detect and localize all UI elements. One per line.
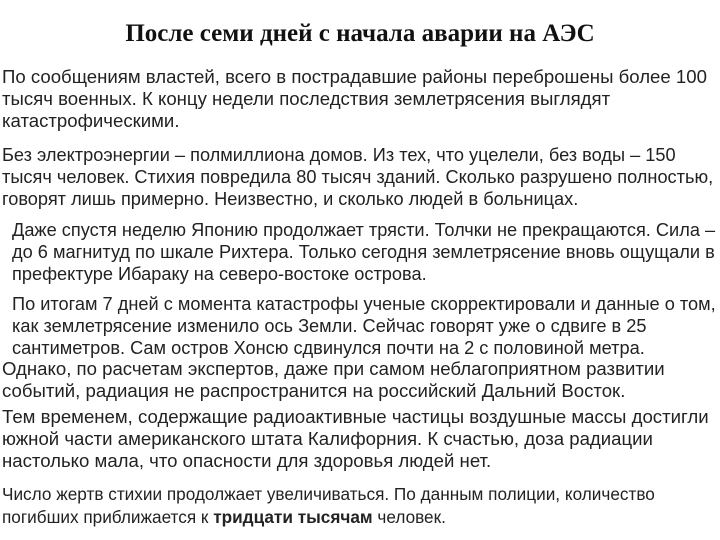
text-line: говорят лишь примерно. Неизвестно, и сколько людей в больницах.: [2, 189, 579, 209]
text-segment: человек.: [372, 507, 446, 527]
text-line: По сообщениям властей, всего в пострадавшие районы переброшены более 100: [2, 66, 707, 87]
paragraph-damage: [2, 144, 713, 210]
text-line: По итогам 7 дней с момента катастрофы ученые скорректировали и данные о том,: [12, 294, 716, 314]
paragraph-radiation-russia: [2, 358, 665, 402]
text-line: до 6 магнитуд по шкале Рихтера. Только сегодня землетрясение вновь ощущали в: [12, 242, 715, 262]
paragraph-military: [2, 66, 707, 132]
text-line: сантиметров. Сам остров Хонсю сдвинулся почти на 2 с половиной метра.: [12, 338, 645, 358]
text-line: тысяч военных. К концу недели последствия землетрясения выглядят: [2, 88, 611, 109]
text-line: Без электроэнергии – полмиллиона домов. Из тех, что уцелели, без воды – 150: [2, 145, 676, 165]
emphasis-casualty-count: тридцати тысячам: [213, 507, 373, 527]
text-line: [2, 506, 655, 529]
text-line: тысяч человек. Стихия повредила 80 тысяч зданий. Сколько разрушено полностью,: [2, 167, 714, 187]
paragraph-casualties: [2, 483, 655, 529]
paragraph-aftershocks: [12, 219, 715, 285]
text-line: как землетрясение изменило ось Земли. Сейчас говорят уже о сдвиге в 25: [12, 316, 647, 336]
text-line: префектуре Ибараку на северо-востоке острова.: [12, 264, 427, 284]
paragraph-earth-axis: [12, 293, 716, 359]
text-line: Число жертв стихии продолжает увеличиваться. По данным полиции, количество: [2, 484, 655, 504]
text-line: катастрофическими.: [2, 110, 180, 131]
text-line: южной части американского штата Калифорния. К счастью, доза радиации: [2, 428, 653, 449]
text-line: событий, радиация не распространится на российский Дальний Восток.: [2, 380, 626, 401]
text-line: Тем временем, содержащие радиоактивные частицы воздушные массы достигли: [2, 406, 709, 427]
text-line: Даже спустя неделю Японию продолжает трясти. Толчки не прекращаются. Сила –: [12, 220, 716, 240]
paragraph-california: [2, 406, 709, 472]
text-line: Однако, по расчетам экспертов, даже при самом неблагоприятном развитии: [2, 358, 665, 379]
text-line: настолько мала, что опасности для здоровья людей нет.: [2, 450, 492, 471]
text-segment: погибших приближается к: [2, 507, 214, 527]
slide-title: После семи дней с начала аварии на АЭС: [125, 20, 595, 47]
